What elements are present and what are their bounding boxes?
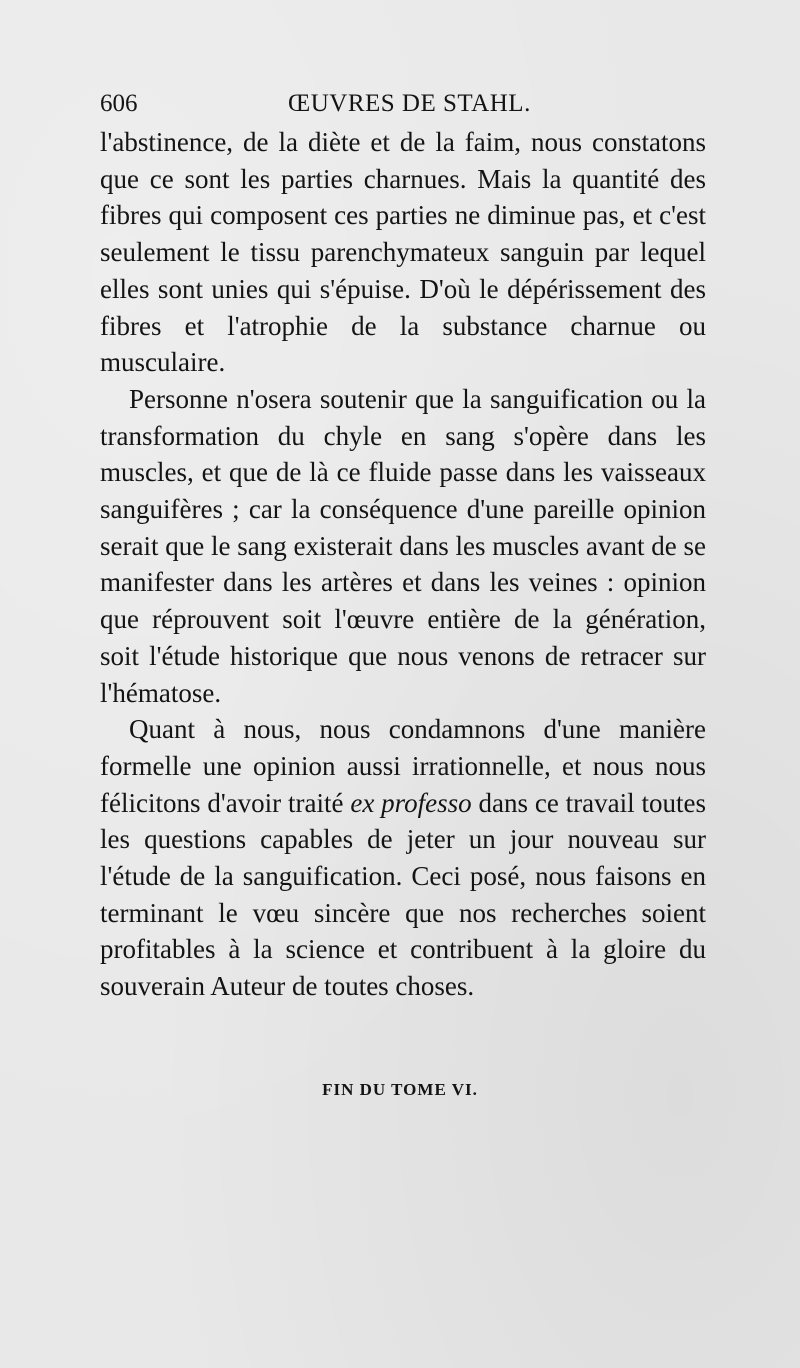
page-header — [100, 86, 706, 122]
paragraph-3-text-after: dans ce travail toutes les questions capables de jeter un jour nouveau sur l'étude de la sanguification. Ceci posé, nous faisons en terminant le vœu sincère que nos recherches soient profitables à la science et contribuent à la gloire du souverain Auteur de toutes choses. — [100, 787, 706, 1002]
page-number: 606 — [100, 90, 138, 117]
paragraph-3-text-before: Quant à nous, nous condamnons d'une manière formelle une opinion aussi irrationnelle, et nous nous félicitons d'avoir traité — [100, 714, 706, 818]
running-title: ŒUVRES DE STAHL. — [288, 90, 531, 117]
paragraph-3 — [100, 711, 706, 1005]
paragraph-1: l'abstinence, de la diète et de la faim, nous constatons que ce sont les parties charnues. Mais la quantité des fibres qui composent ces parties ne diminue pas, et c'est seulement le tissu parenchymateux sanguin par lequel elles sont unies qui s'épuise. D'où le dépérissement des fibres et l'atrophie de la substance charnue ou musculaire. — [100, 127, 706, 378]
end-of-volume-colophon: FIN DU TOME VI. — [322, 1080, 478, 1099]
italic-phrase: ex professo — [350, 787, 472, 818]
paragraph-2: Personne n'osera soutenir que la sanguification ou la transformation du chyle en sang s'opère dans les muscles, et que de là ce fluide passe dans les vaisseaux sanguifères ; car la conséquence d'une pareille opinion serait que le sang existerait dans les muscles avant de se manifester dans les artères et dans les veines : opinion que réprouvent soit l'œuvre entière de la génération, soit l'étude historique que nous venons de retracer sur l'hématose. — [100, 383, 706, 708]
body-text — [100, 124, 706, 1005]
